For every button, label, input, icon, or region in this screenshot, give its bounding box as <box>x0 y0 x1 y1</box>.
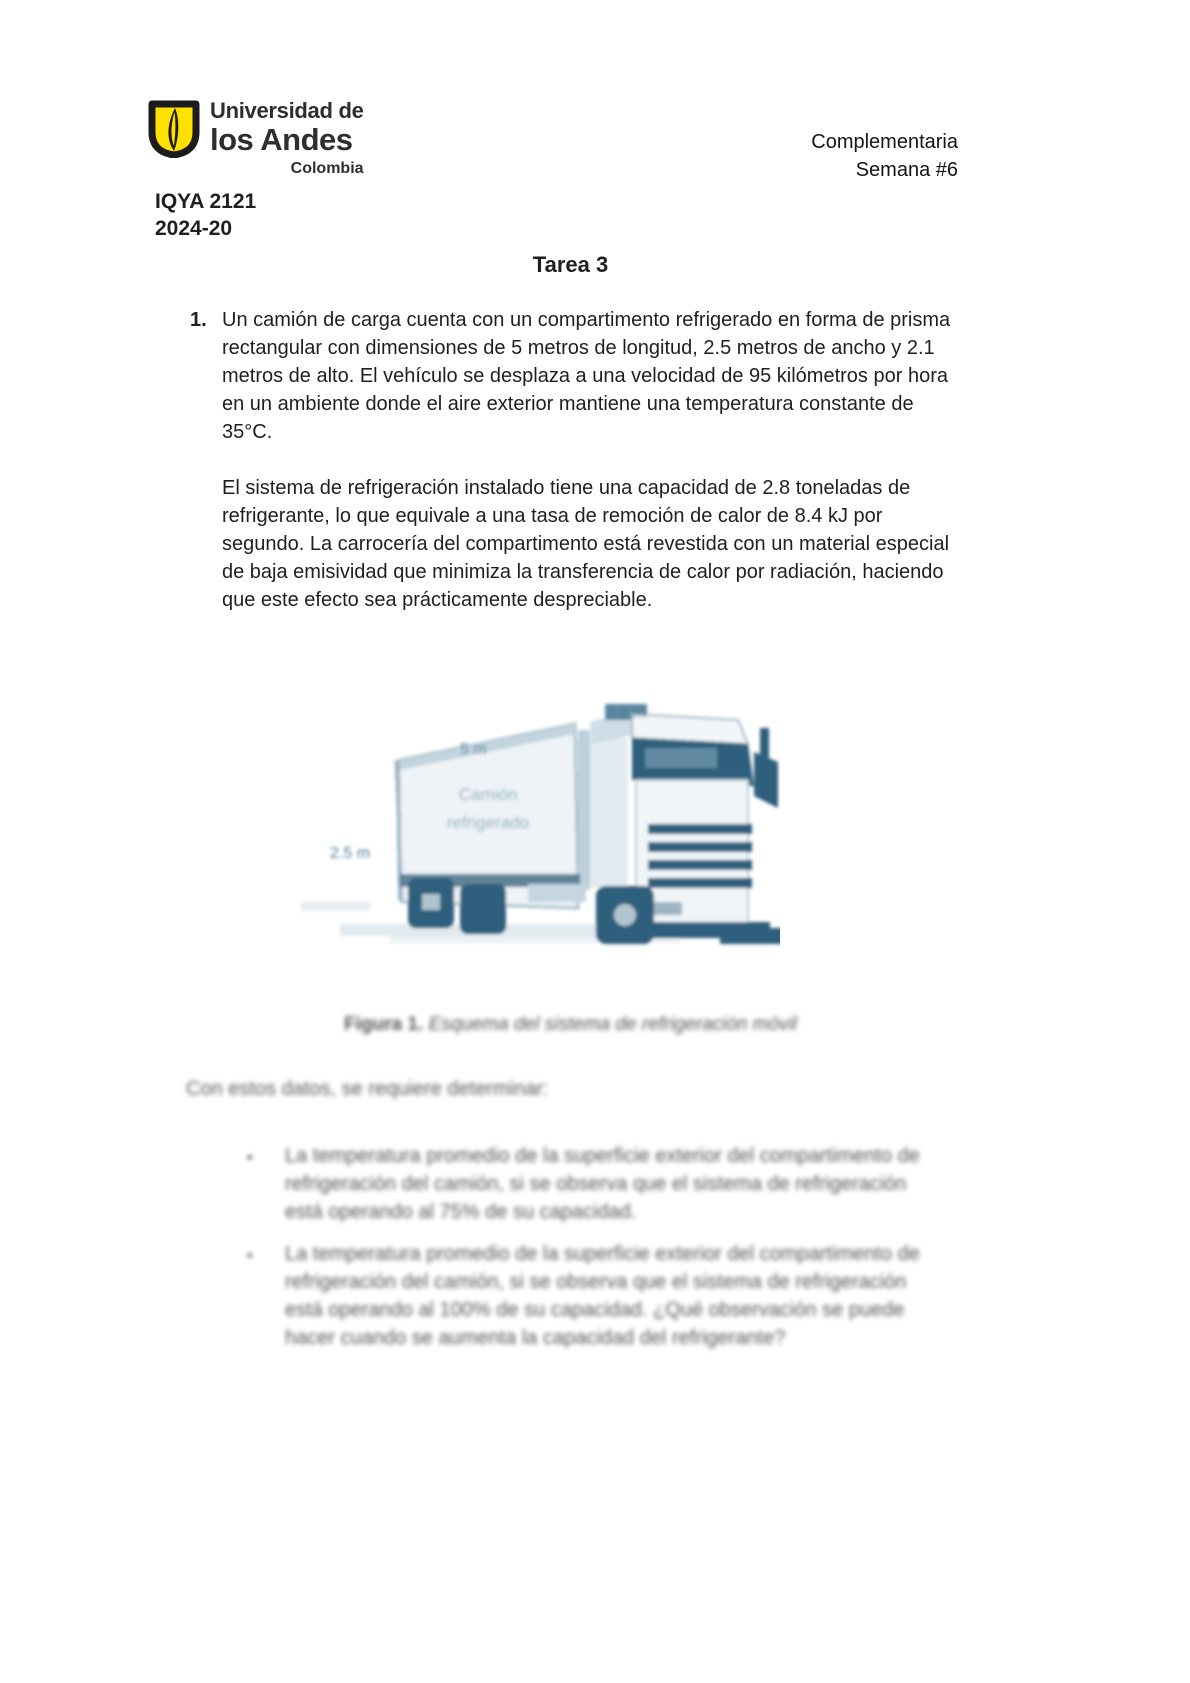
university-shield-icon <box>148 100 200 158</box>
course-code: IQYA 2121 <box>155 190 257 213</box>
figure-caption <box>186 1014 955 1036</box>
problem-paragraph-2: El sistema de refrigeración instalado tiene una capacidad de 2.8 toneladas de refrigerante, lo que equivale a una tasa de remoción de calor de 8.4 kJ por segundo. La carrocería del compartimento está revestida con un material especial de baja emisividad que minimiza la transferencia de calor por radiación, haciendo que este efecto sea prácticamente despreciable. <box>222 477 950 611</box>
task-text-2: La temperatura promedio de la superficie exterior del compartimento de refrigeración del camión, si se observa que el sistema de refrigeración está operando al 100% de su capacidad. ¿Qué observación se puede hacer cuando se aumenta la capacidad del refrigerante? <box>285 1243 920 1349</box>
course-info <box>155 188 256 242</box>
logo-row <box>148 100 408 177</box>
truck-box-label-line1: Camión <box>458 785 518 804</box>
figure-caption-prefix: Figura 1. <box>343 1014 424 1035</box>
course-term: 2024-20 <box>155 217 233 240</box>
doc-type-label: Complementaria <box>811 131 958 153</box>
task-text-1: La temperatura promedio de la superficie exterior del compartimento de refrigeración del camión, si se observa que el sistema de refrigeración está operando al 75% de su capacidad. <box>285 1145 920 1223</box>
logo-text-line1: Universidad de <box>210 98 364 123</box>
task-list <box>247 1142 947 1366</box>
bullet-square-icon: ▪ <box>247 1247 253 1264</box>
problem-item-1 <box>190 306 958 446</box>
logo-text-line2: los Andes <box>210 122 353 157</box>
problem-paragraph-1: Un camión de carga cuenta con un compartimento refrigerado en forma de prisma rectangular con dimensiones de 5 metros de longitud, 2.5 metros de ancho y 2.1 metros de alto. El vehículo se desplaza a una velocidad de 95 kilómetros por hora en un ambiente donde el aire exterior mantiene una temperatura constante de 35°C. <box>222 309 951 443</box>
problem-statement <box>190 306 958 614</box>
logo-text-country: Colombia <box>290 160 364 177</box>
dim-label-width: 2.5 m <box>330 845 371 862</box>
trailer-wheel <box>460 884 506 934</box>
figure-caption-text: Esquema del sistema de refrigeración móvil <box>423 1014 798 1035</box>
list-item <box>247 1240 947 1352</box>
truck-box-label-line2: refrigerado <box>446 813 530 832</box>
logo-wordmark <box>210 100 364 177</box>
dim-label-length: 5 m <box>460 741 487 758</box>
university-logo <box>148 100 408 177</box>
header-right <box>811 128 958 184</box>
tasks-lead-in: Con estos datos, se requiere determinar: <box>186 1078 549 1100</box>
bullet-square-icon: ▪ <box>247 1149 253 1166</box>
page-title: Tarea 3 <box>532 252 609 277</box>
problem-number: 1. <box>190 309 207 331</box>
dim-label-height: 2.1 m <box>606 705 647 722</box>
week-label: Semana #6 <box>855 159 958 181</box>
refrigerated-truck-figure <box>300 688 780 958</box>
list-item <box>247 1142 947 1226</box>
